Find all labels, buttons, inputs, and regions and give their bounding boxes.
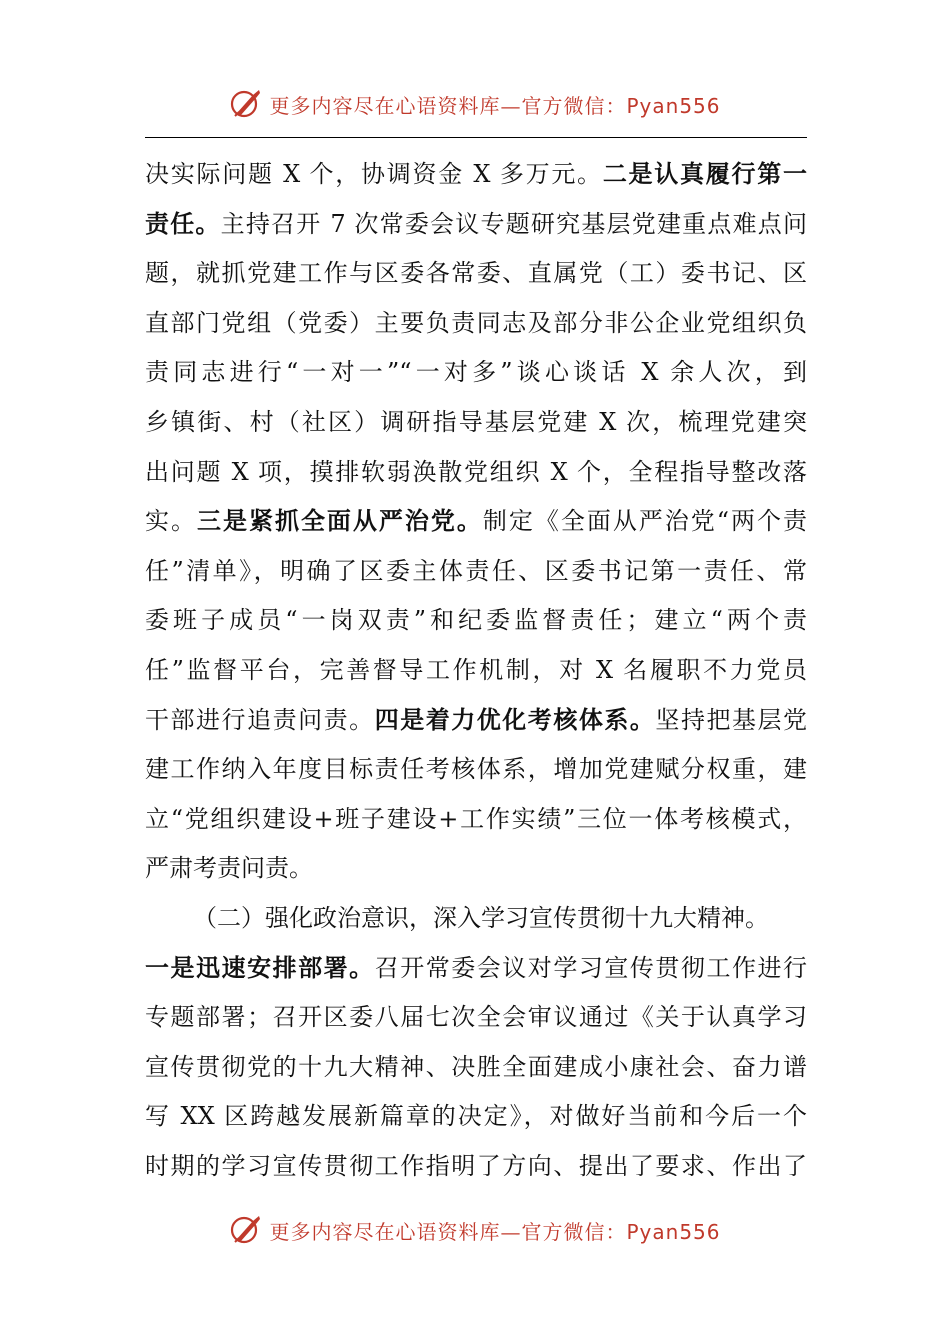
bold-heading-text: 二是认真履行第一 [602, 160, 807, 188]
text-line [145, 150, 807, 200]
page-footer-banner [0, 1210, 950, 1250]
text-line [145, 249, 807, 299]
text-line [145, 1043, 807, 1093]
text-line [145, 745, 807, 795]
body-text: 委班子成员“一岗双责”和纪委监督责任；建立“两个责 [145, 606, 807, 635]
banner-text [269, 90, 720, 119]
text-line [145, 993, 807, 1043]
body-text: 时期的学习宣传贯彻工作指明了方向、提出了要求、作出了 [145, 1151, 807, 1180]
document-body [145, 150, 807, 1191]
wechat-id: Pyan556 [626, 93, 721, 118]
wechat-id: Pyan556 [626, 1219, 721, 1244]
text-line [145, 398, 807, 448]
body-text: 直部门党组（党委）主要负责同志及部分非公企业党组织负 [145, 308, 807, 337]
body-text: 宣传贯彻党的十九大精神、决胜全面建成小康社会、奋力谱 [145, 1052, 807, 1081]
body-text: 出问题 X 项，摸排软弱涣散党组织 X 个，全程指导整改落 [145, 457, 807, 486]
text-line [145, 348, 807, 398]
body-text: 责同志进行“一对一”“一对多”谈心谈话 X 余人次，到 [145, 358, 807, 387]
body-text: 写 XX 区跨越发展新篇章的决定》，对做好当前和今后一个 [145, 1102, 807, 1131]
banner-main-text: 更多内容尽在心语资料库—官方微信： [269, 93, 627, 118]
body-text: 乡镇街、村（社区）调研指导基层党建 X 次，梳理党建突 [145, 407, 807, 436]
body-text: 任”清单》，明确了区委主体责任、区委书记第一责任、常 [145, 556, 807, 585]
bold-heading-text: 三是紧抓全面从严治党。 [196, 507, 483, 536]
body-text: （二）强化政治意识，深入学习宣传贯彻十九大精神。 [193, 903, 769, 932]
banner-main-text: 更多内容尽在心语资料库—官方微信： [269, 1219, 627, 1244]
text-line [145, 944, 807, 994]
bold-heading-text: 责任。 [145, 209, 221, 238]
body-text: 任”监督平台，完善督导工作机制，对 X 名履职不力党员 [145, 655, 807, 684]
text-line [145, 596, 807, 646]
quill-logo-icon [229, 87, 263, 121]
text-line [145, 497, 807, 547]
text-line [145, 894, 807, 944]
body-text: 决实际问题 X 个，协调资金 X 多万元。 [145, 160, 603, 188]
text-line [145, 547, 807, 597]
header-divider [145, 137, 807, 138]
text-line [145, 1142, 807, 1192]
banner-text [269, 1216, 720, 1245]
bold-heading-text: 四是着力优化考核体系。 [374, 705, 656, 734]
text-line [145, 200, 807, 250]
text-line [145, 1092, 807, 1142]
body-text: 坚持把基层党 [655, 705, 807, 734]
quill-logo-icon [229, 1213, 263, 1247]
page-header-banner [0, 84, 950, 124]
bold-heading-text: 一是迅速安排部署。 [145, 953, 375, 982]
body-text: 题，就抓党建工作与区委各常委、直属党（工）委书记、区 [145, 259, 807, 288]
body-text: 制定《全面从严治党“两个责 [482, 507, 807, 536]
text-line [145, 448, 807, 498]
text-line [145, 696, 807, 746]
body-text: 干部进行追责问责。 [145, 705, 375, 734]
text-line [145, 844, 807, 894]
text-line [145, 299, 807, 349]
body-text: 严肃考责问责。 [145, 854, 313, 883]
text-line [145, 795, 807, 845]
body-text: 实。 [145, 507, 197, 536]
body-text: 立“党组织建设+班子建设+工作实绩”三位一体考核模式， [145, 804, 807, 833]
text-line [145, 646, 807, 696]
body-text: 专题部署；召开区委八届七次全会审议通过《关于认真学习 [145, 1003, 807, 1032]
body-text: 召开常委会议对学习宣传贯彻工作进行 [374, 953, 807, 982]
body-text: 建工作纳入年度目标责任考核体系，增加党建赋分权重，建 [145, 755, 807, 784]
body-text: 主持召开 7 次常委会议专题研究基层党建重点难点问 [220, 209, 807, 238]
